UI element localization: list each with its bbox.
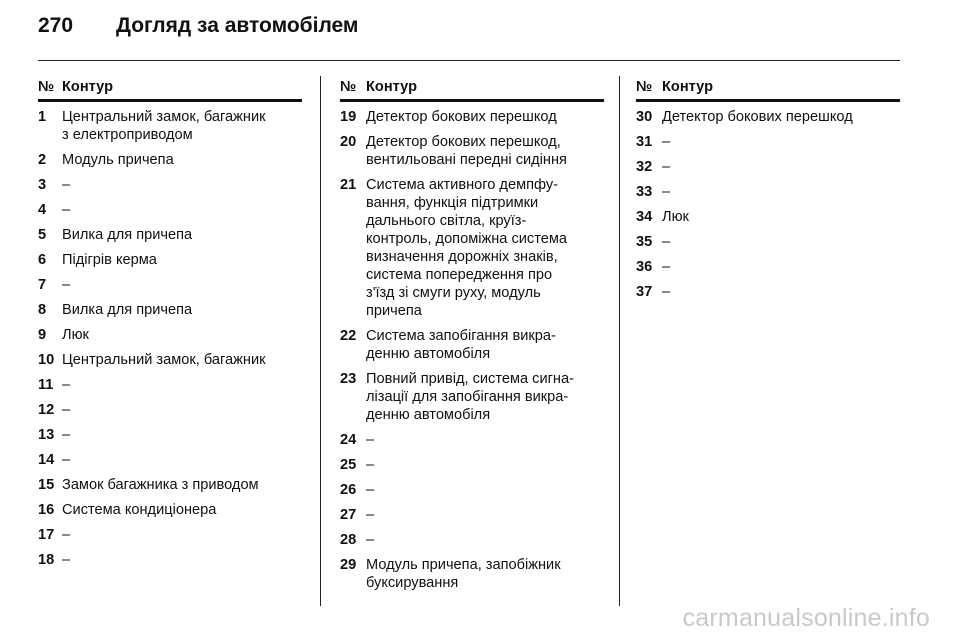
fuse-number: 2 [38, 152, 47, 168]
table-rows [38, 108, 302, 569]
table-rows [636, 108, 900, 301]
circuit-description: – [62, 452, 71, 468]
circuit-description: Вилка для причепа [62, 227, 193, 243]
table-row [636, 258, 900, 276]
circuit-description: – [62, 277, 71, 293]
fuse-number: 9 [38, 327, 47, 343]
table-row [38, 326, 302, 344]
table-row [38, 226, 302, 244]
circuit-description: Замок багажника з приводом [62, 477, 259, 493]
fuse-number: 27 [340, 507, 357, 523]
fuse-number: 35 [636, 234, 653, 250]
column-header-number: № [38, 79, 55, 95]
circuit-description: – [62, 402, 71, 418]
table-row [636, 108, 900, 126]
page-header [38, 14, 358, 48]
fuse-number: 8 [38, 302, 47, 318]
circuit-description: – [662, 234, 671, 250]
table-row [38, 501, 302, 519]
fuse-number: 37 [636, 284, 653, 300]
circuit-description: Модуль причепа [62, 152, 174, 168]
circuit-description: – [662, 284, 671, 300]
fuse-number: 15 [38, 477, 55, 493]
circuit-description: Детектор бокових перешкод [662, 109, 853, 125]
fuse-number: 4 [38, 202, 47, 218]
fuse-number: 6 [38, 252, 47, 268]
fuse-number: 18 [38, 552, 55, 568]
column-header-circuit: Контур [366, 79, 417, 95]
table-row [38, 351, 302, 369]
table-header [38, 78, 302, 102]
circuit-description: – [662, 159, 671, 175]
table-row [340, 370, 604, 424]
circuit-description: Центральний замок, багажник з електроприводом [62, 109, 266, 143]
circuit-description: Люк [662, 209, 689, 225]
fuse-number: 14 [38, 452, 55, 468]
circuit-description: – [62, 552, 71, 568]
table-row [38, 401, 302, 419]
circuit-description: – [366, 457, 375, 473]
circuit-description: – [62, 427, 71, 443]
table-row [38, 151, 302, 169]
table-row [38, 426, 302, 444]
circuit-description: Система активного демпфу- вання, функція підтримки дальнього світла, круїз- контроль, допоміжна система визначення дорожніх знаків, система попередження про з'їзд зі смуги руху, модуль причепа [366, 177, 567, 319]
fuse-table-column-2 [340, 78, 604, 599]
table-row [636, 133, 900, 151]
circuit-description: – [366, 482, 375, 498]
fuse-number: 22 [340, 328, 357, 344]
column-divider [320, 76, 321, 606]
page-title: Догляд за автомобілем [116, 14, 359, 37]
circuit-description: Повний привід, система сигна- лізації для запобігання викра- денню автомобіля [366, 371, 574, 423]
fuse-number: 33 [636, 184, 653, 200]
table-row [340, 506, 604, 524]
circuit-description: – [662, 184, 671, 200]
header-rule [38, 60, 900, 61]
table-row [38, 451, 302, 469]
table-row [38, 251, 302, 269]
watermark: carmanualsonline.info [682, 604, 930, 632]
circuit-description: Центральний замок, багажник [62, 352, 266, 368]
table-row [340, 108, 604, 126]
table-row [340, 556, 604, 592]
table-row [38, 201, 302, 219]
circuit-description: – [662, 259, 671, 275]
table-row [38, 176, 302, 194]
fuse-number: 3 [38, 177, 47, 193]
table-row [38, 376, 302, 394]
circuit-description: Модуль причепа, запобіжник буксирування [366, 557, 561, 591]
fuse-number: 21 [340, 177, 357, 193]
table-row [636, 208, 900, 226]
table-row [636, 183, 900, 201]
fuse-number: 5 [38, 227, 47, 243]
column-header-circuit: Контур [662, 79, 713, 95]
circuit-description: – [62, 177, 71, 193]
fuse-number: 34 [636, 209, 653, 225]
fuse-number: 20 [340, 134, 357, 150]
circuit-description: – [662, 134, 671, 150]
table-row [636, 158, 900, 176]
table-row [340, 327, 604, 363]
fuse-number: 7 [38, 277, 47, 293]
fuse-number: 26 [340, 482, 357, 498]
circuit-description: – [366, 532, 375, 548]
table-row [38, 551, 302, 569]
table-row [340, 133, 604, 169]
fuse-number: 12 [38, 402, 55, 418]
circuit-description: – [62, 527, 71, 543]
circuit-description: Вилка для причепа [62, 302, 193, 318]
table-header [340, 78, 604, 102]
column-header-number: № [636, 79, 653, 95]
fuse-number: 11 [38, 377, 54, 393]
fuse-number: 1 [38, 109, 47, 125]
fuse-number: 16 [38, 502, 55, 518]
column-header-circuit: Контур [62, 79, 113, 95]
table-row [340, 456, 604, 474]
circuit-description: Система кондиціонера [62, 502, 217, 518]
fuse-number: 23 [340, 371, 357, 387]
column-divider [619, 76, 620, 606]
column-header-number: № [340, 79, 357, 95]
fuse-number: 29 [340, 557, 357, 573]
circuit-description: Система запобігання викра- денню автомобіля [366, 328, 556, 362]
fuse-number: 13 [38, 427, 55, 443]
table-row [340, 176, 604, 320]
table-row [38, 476, 302, 494]
table-row [38, 276, 302, 294]
fuse-number: 28 [340, 532, 357, 548]
table-row [340, 431, 604, 449]
fuse-table-column-3 [636, 78, 900, 308]
fuse-number: 25 [340, 457, 357, 473]
table-rows [340, 108, 604, 592]
circuit-description: Детектор бокових перешкод, вентильовані передні сидіння [366, 134, 567, 168]
circuit-description: Підігрів керма [62, 252, 157, 268]
page-number: 270 [38, 14, 74, 37]
fuse-number: 36 [636, 259, 653, 275]
fuse-number: 17 [38, 527, 55, 543]
table-row [38, 301, 302, 319]
table-row [636, 283, 900, 301]
table-row [38, 526, 302, 544]
table-row [340, 531, 604, 549]
fuse-number: 31 [636, 134, 653, 150]
fuse-table-column-1 [38, 78, 302, 576]
table-row [340, 481, 604, 499]
fuse-number: 19 [340, 109, 357, 125]
circuit-description: – [62, 202, 71, 218]
table-row [38, 108, 302, 144]
circuit-description: Детектор бокових перешкод [366, 109, 557, 125]
circuit-description: – [366, 432, 375, 448]
fuse-number: 32 [636, 159, 653, 175]
fuse-number: 30 [636, 109, 653, 125]
circuit-description: – [366, 507, 375, 523]
fuse-number: 24 [340, 432, 357, 448]
table-row [636, 233, 900, 251]
table-header [636, 78, 900, 102]
circuit-description: Люк [62, 327, 89, 343]
circuit-description: – [62, 377, 71, 393]
fuse-number: 10 [38, 352, 55, 368]
